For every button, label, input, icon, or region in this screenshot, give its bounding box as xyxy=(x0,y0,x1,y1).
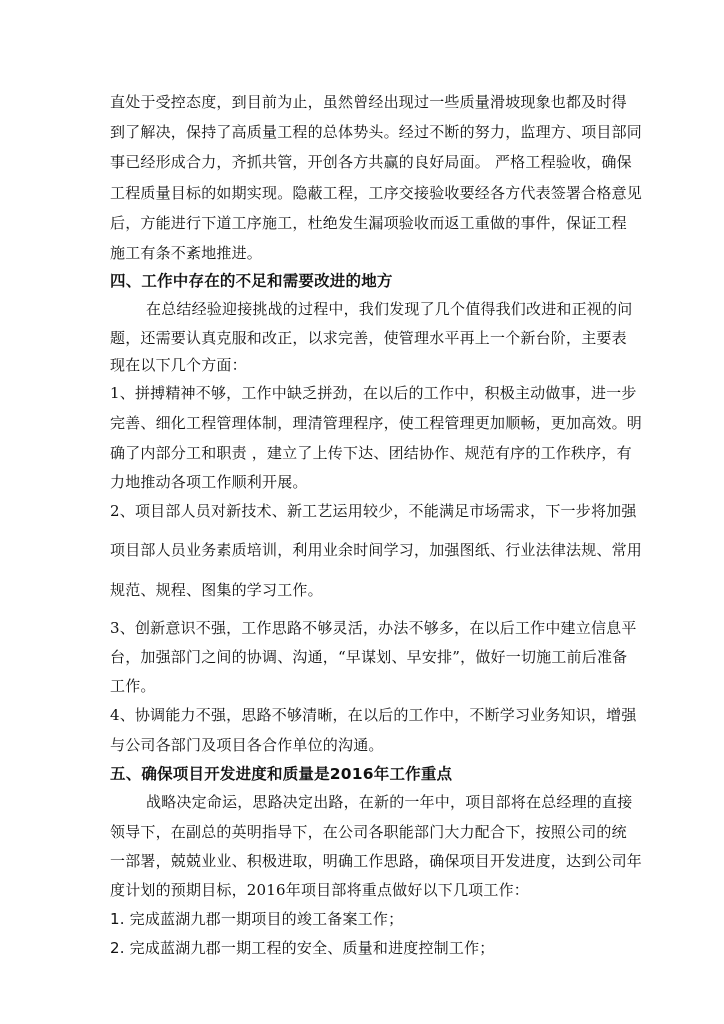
section-heading-4: 四、工作中存在的不足和需要改进的地方 xyxy=(110,272,393,290)
body-line: 一部署，兢兢业业、积极进取，明确工作思路，确保项目开发进度，达到公司年 xyxy=(110,852,643,870)
section-heading-5: 五、确保项目开发进度和质量是2016年工作重点 xyxy=(110,765,453,783)
body-line: 战略决定命运，思路决定出路，在新的一年中，项目部将在总经理的直接 xyxy=(146,793,633,811)
body-line: 施工有条不紊地推进。 xyxy=(110,244,263,262)
body-line: 完善、细化工程管理体制，理清管理程序，使工程管理更加顺畅，更加高效。明 xyxy=(110,414,643,432)
body-line: 后，方能进行下道工序施工，杜绝发生漏项验收而返工重做的事件，保证工程 xyxy=(110,214,627,232)
body-line: 项目部人员业务素质培训，利用业余时间学习，加强图纸、行业法律法规、常用 xyxy=(110,541,643,559)
body-line: 台，加强部门之间的协调、沟通，“早谋划、早安排”，做好一切施工前后准备 xyxy=(110,648,628,666)
body-line: 直处于受控态度，到目前为止，虽然曾经出现过一些质量滑坡现象也都及时得 xyxy=(110,93,627,111)
body-line: 现在以下几个方面： xyxy=(110,356,247,374)
body-line: 到了解决，保持了高质量工程的总体势头。经过不断的努力，监理方、项目部同 xyxy=(110,123,643,141)
body-line: 与公司各部门及项目各合作单位的沟通。 xyxy=(110,736,384,754)
body-line: 确了内部分工和职责 ，建立了上传下达、团结协作、规范有序的工作秩序，有 xyxy=(110,444,632,462)
body-line: 规范、规程、图集的学习工作。 xyxy=(110,581,323,599)
body-line: 事已经形成合力，齐抓共管，开创各方共赢的良好局面。 严格工程验收，确保 xyxy=(110,153,632,171)
body-line: 领导下，在副总的英明指导下，在公司各职能部门大力配合下，按照公司的统 xyxy=(110,823,627,841)
work-item-1: 1. 完成蓝湖九郡一期项目的竣工备案工作； xyxy=(110,910,404,928)
list-item-2: 2、项目部人员对新技术、新工艺运用较少，不能满足市场需求，下一步将加强 xyxy=(110,502,637,520)
body-line: 工作。 xyxy=(110,677,156,695)
body-line: 题，还需要认真克服和改正，以求完善，使管理水平再上一个新台阶，主要表 xyxy=(110,329,627,347)
list-item-4: 4、协调能力不强，思路不够清晰，在以后的工作中，不断学习业务知识，增强 xyxy=(110,706,637,724)
body-line: 在总结经验迎接挑战的过程中，我们发现了几个值得我们改进和正视的问 xyxy=(146,300,633,318)
body-line: 度计划的预期目标，2016年项目部将重点做好以下几项工作： xyxy=(110,881,529,899)
list-item-1: 1、拼搏精神不够，工作中缺乏拼劲，在以后的工作中，积极主动做事，进一步 xyxy=(110,384,637,402)
body-line: 工程质量目标的如期实现。隐蔽工程，工序交接验收要经各方代表签署合格意见 xyxy=(110,184,643,202)
body-line: 力地推动各项工作顺利开展。 xyxy=(110,473,308,491)
work-item-2: 2. 完成蓝湖九郡一期工程的安全、质量和进度控制工作； xyxy=(110,939,495,957)
list-item-3: 3、创新意识不强，工作思路不够灵活，办法不够多，在以后工作中建立信息平 xyxy=(110,619,637,637)
